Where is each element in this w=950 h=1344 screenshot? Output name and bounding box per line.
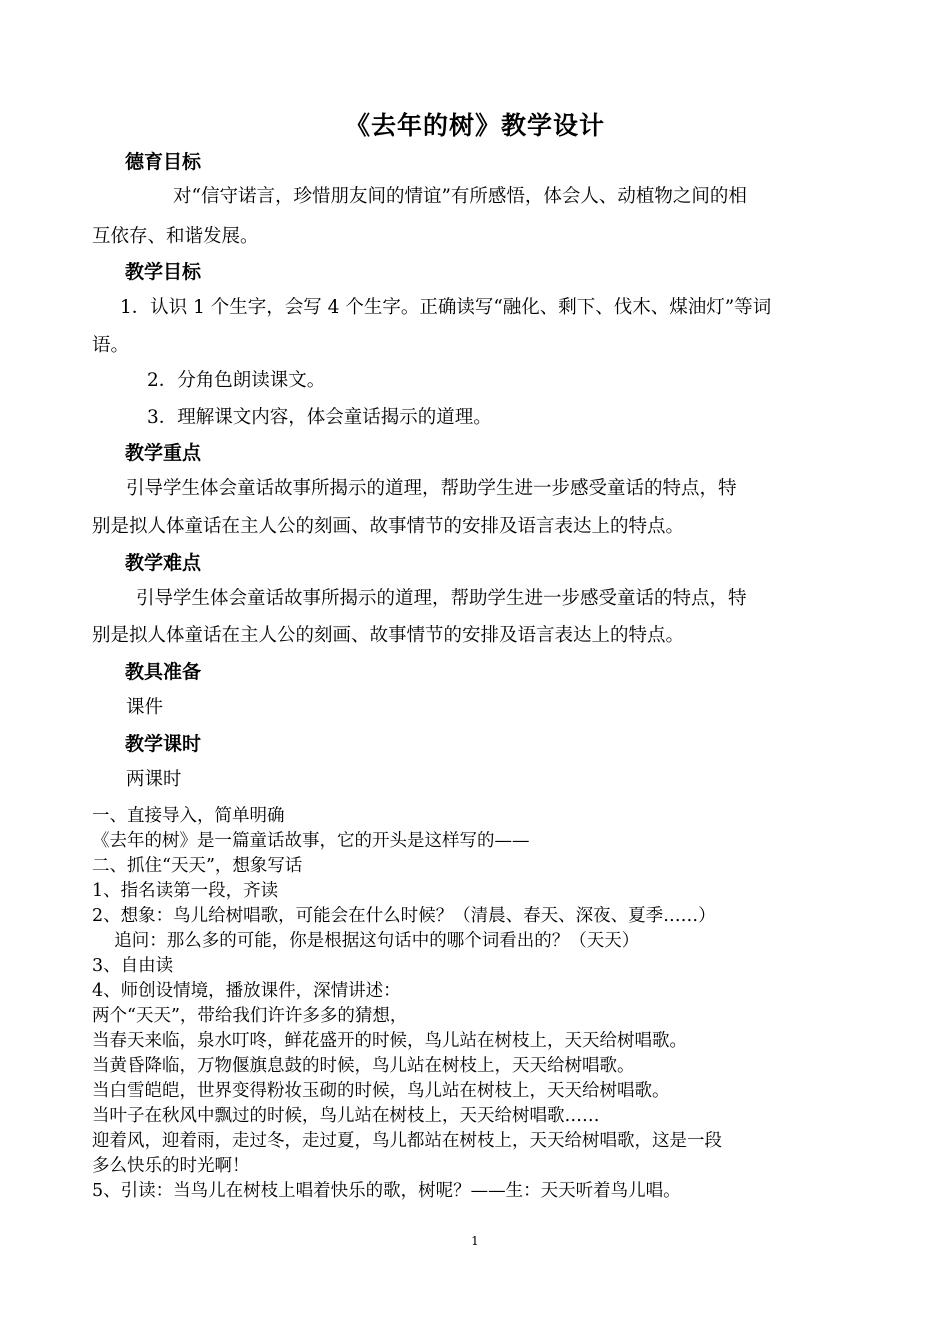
page-number: 1 [471,1234,479,1248]
body-line: 《去年的树》是一篇童话故事，它的开头是这样写的—— [92,831,530,851]
body-line: 当白雪皑皑，世界变得粉妆玉砌的时候，鸟儿站在树枝上，天天给树唱歌。 [92,1081,670,1101]
section-heading-teaching-goal: 教学目标 [125,261,202,283]
key-point-line-2: 别是拟人体童话在主人公的刻画、故事情节的安排及语言表达上的特点。 [92,516,685,537]
body-line: 1、指名读第一段，齐读 [92,881,279,901]
document-title: 《去年的树》教学设计 [344,111,605,140]
body-line: 二、抓住“天天”，想象写话 [92,856,303,876]
tools-text: 课件 [126,697,164,718]
section-heading-key-point: 教学重点 [125,442,202,464]
teaching-goal-item-1-line-2: 语。 [92,335,130,356]
body-line: 当春天来临，泉水叮咚，鲜花盛开的时候，鸟儿站在树枝上，天天给树唱歌。 [92,1031,687,1051]
body-line: 多么快乐的时光啊！ [92,1156,250,1176]
section-heading-moral-goal: 德育目标 [125,151,202,173]
section-heading-difficult-point: 教学难点 [125,552,202,574]
hours-text: 两课时 [126,769,182,790]
body-line: 两个“天天”，带给我们许许多多的猜想， [92,1006,408,1026]
body-line: 当黄昏降临，万物偃旗息鼓的时候，鸟儿站在树枝上，天天给树唱歌。 [92,1056,635,1076]
body-line: 2、想象：鸟儿给树唱歌，可能会在什么时候？（清晨、春天、深夜、夏季……） [92,906,716,926]
body-line: 3、自由读 [92,956,174,976]
body-line: 当叶子在秋风中飘过的时候，鸟儿站在树枝上，天天给树唱歌…… [92,1106,600,1126]
section-heading-hours: 教学课时 [125,733,202,755]
section-heading-tools: 教具准备 [125,661,202,683]
moral-goal-line-1: 对“信守诺言，珍惜朋友间的情谊”有所感悟，体会人、动植物之间的相 [173,186,747,207]
body-line: 迎着风，迎着雨，走过冬，走过夏，鸟儿都站在树枝上，天天给树唱歌，这是一段 [92,1131,722,1151]
body-line: 追问：那么多的可能，你是根据这句话中的哪个词看出的？（天天） [92,931,640,951]
difficult-point-line-1: 引导学生体会童话故事所揭示的道理，帮助学生进一步感受童话的特点，特 [136,588,747,609]
body-line: 一、直接导入，简单明确 [92,806,285,826]
moral-goal-line-2: 互依存、和谐发展。 [92,226,259,247]
body-line: 5、引读：当鸟儿在树枝上唱着快乐的歌，树呢？——生：天天听着鸟儿唱。 [92,1181,681,1201]
teaching-goal-item-3: 3．理解课文内容，体会童话揭示的道理。 [147,407,492,428]
teaching-goal-item-1-line-1: 1．认识 1 个生字，会写 4 个生字。正确读写“融化、剩下、伐木、煤油灯”等词 [120,297,772,318]
difficult-point-line-2: 别是拟人体童话在主人公的刻画、故事情节的安排及语言表达上的特点。 [92,625,685,646]
key-point-line-1: 引导学生体会童话故事所揭示的道理，帮助学生进一步感受童话的特点，特 [126,478,737,499]
body-line: 4、师创设情境，播放课件，深情讲述： [92,981,401,1001]
teaching-goal-item-2: 2．分角色朗读课文。 [147,370,326,391]
